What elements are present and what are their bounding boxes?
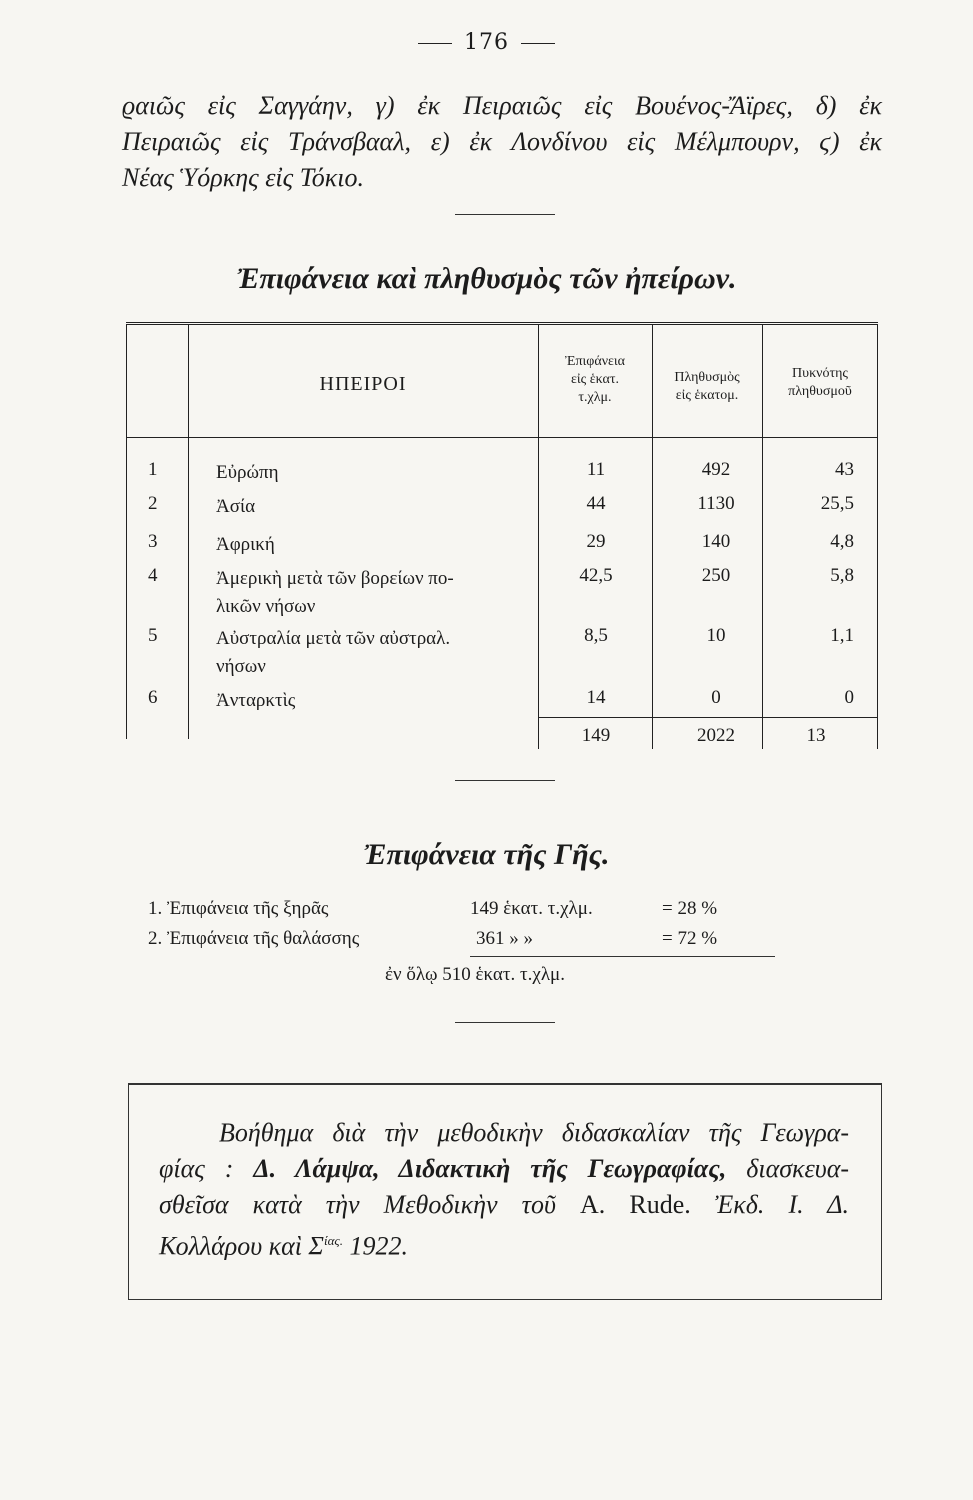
reference-text	[159, 1115, 849, 1265]
table-border-left	[126, 325, 127, 739]
reference-fragment: σθεῖσα κατὰ τὴν Μεθοδικὴν τοῦ	[159, 1190, 556, 1219]
reference-line	[159, 1151, 849, 1187]
row-name: Ἀσία	[216, 496, 256, 517]
header-density-line: Πυκνότης	[792, 366, 848, 381]
intro-line: ϱαιῶς εἰς Σαγγάην, γ) ἐκ Πειραιῶς εἰς Βουένος-Ἄϊρες, δ) ἐκ	[122, 91, 882, 120]
row-area: 42,5	[579, 565, 613, 586]
row-number: 3	[148, 531, 158, 552]
divider	[455, 1022, 555, 1023]
total-area: 149	[581, 725, 611, 746]
reference-fragment: Ἐκδ. Ι. Δ.	[714, 1190, 850, 1219]
earth-line-label: 1. Ἐπιφάνεια τῆς ξηρᾶς	[148, 898, 329, 919]
reference-line	[159, 1223, 849, 1265]
row-area: 44	[586, 493, 606, 514]
row-number: 4	[148, 565, 158, 586]
row-population: 1130	[697, 493, 735, 514]
intro-line: Πειραιῶς εἰς Τράνσβααλ, ε) ἐκ Λονδίνου εἰς Μέλμπουρν, ϛ) ἐκ	[122, 127, 882, 156]
header-underline	[188, 437, 878, 438]
header-population-line: εἰς ἑκατομ.	[675, 388, 739, 403]
row-population: 492	[701, 459, 731, 480]
earth-total-text: ἐν ὅλῳ 510 ἑκατ. τ.χλμ.	[385, 964, 565, 985]
earth-title: Ἐπιφάνεια τῆς Γῆς.	[363, 838, 610, 871]
reference-fragment: διασκευα-	[746, 1154, 850, 1183]
left-dash	[418, 43, 452, 44]
reference-line	[159, 1187, 849, 1223]
row-population: 140	[701, 531, 731, 552]
row-name	[216, 565, 536, 621]
row-population: 0	[711, 687, 721, 708]
row-name-line: νήσων	[216, 656, 266, 677]
row-name-line: Αὐστραλία μετὰ τῶν αὐστραλ.	[216, 628, 451, 649]
header-density-line: πληθυσμοῦ	[788, 384, 852, 399]
earth-line-percent: = 72 %	[662, 928, 718, 949]
row-name: Ἀνταρκτὶς	[216, 690, 296, 711]
total-population: 2022	[697, 725, 735, 746]
header-continents: ΗΠΕΙΡΟΙ	[319, 373, 407, 395]
continents-table	[126, 322, 878, 745]
row-density: 25,5	[820, 493, 854, 514]
row-name-line: λικῶν νήσων	[216, 596, 316, 617]
header-area	[538, 353, 652, 407]
reference-year: 1922.	[349, 1231, 408, 1261]
row-name: Εὐρώπη	[216, 462, 279, 483]
reference-bold: Δ. Λάμψα, Διδακτικὴ τῆς Γεωγραφίας,	[253, 1154, 727, 1183]
header-population-line: Πληθυσμὸς	[674, 370, 740, 385]
header-area-line: Ἐπιφάνεια	[564, 354, 626, 369]
row-area: 11	[586, 459, 606, 480]
row-population: 250	[701, 565, 731, 586]
header-population	[652, 369, 762, 405]
totals-rule	[538, 717, 878, 718]
reference-sup: ίας.	[323, 1233, 343, 1248]
reference-box	[128, 1083, 882, 1300]
row-number: 1	[148, 459, 158, 480]
row-number: 6	[148, 687, 158, 708]
earth-line-value: 149 ἑκατ. τ.χλμ.	[470, 898, 593, 919]
sum-rule	[470, 956, 775, 957]
row-number: 2	[148, 493, 158, 514]
right-dash	[521, 43, 555, 44]
row-area: 8,5	[584, 625, 608, 646]
row-area: 14	[586, 687, 606, 708]
row-density: 1,1	[830, 625, 854, 646]
continents-title: Ἐπιφάνεια καὶ πληθυσμὸς τῶν ἠπείρων.	[236, 262, 737, 295]
reference-fragment: Κολλάρου καὶ Σ	[159, 1231, 324, 1261]
intro-line: Νέας Ὑόρκης εἰς Τόκιο.	[122, 163, 365, 192]
row-density: 5,8	[830, 565, 854, 586]
header-area-line: τ.χλμ.	[578, 390, 612, 405]
earth-line-value: 361 » »	[476, 928, 533, 949]
row-density: 0	[844, 687, 854, 708]
reference-line: Βοήθημα διὰ τὴν μεθοδικὴν διδασκαλίαν τῆς Γεωγρα-	[219, 1118, 849, 1147]
reference-fragment: φίας :	[159, 1154, 234, 1183]
row-density: 43	[835, 459, 854, 480]
row-population: 10	[706, 625, 726, 646]
row-name-line: Ἀμερικὴ μετὰ τῶν βορείων πο-	[216, 568, 454, 589]
divider	[455, 780, 555, 781]
row-name: Ἀφρική	[216, 534, 275, 555]
row-area: 29	[586, 531, 606, 552]
header-density	[762, 365, 878, 401]
divider	[455, 214, 555, 215]
page-number	[0, 30, 973, 55]
earth-line-label: 2. Ἐπιφάνεια τῆς θαλάσσης	[148, 928, 360, 949]
row-density: 4,8	[830, 531, 854, 552]
row-name	[216, 625, 536, 681]
reference-author: A. Rude.	[580, 1190, 691, 1219]
total-density: 13	[806, 725, 826, 746]
intro-paragraph	[122, 88, 882, 196]
row-number: 5	[148, 625, 158, 646]
page-number-text: 176	[464, 30, 509, 55]
header-area-line: εἰς ἑκατ.	[571, 372, 619, 387]
header-underline	[126, 437, 188, 438]
earth-line-percent: = 28 %	[662, 898, 718, 919]
